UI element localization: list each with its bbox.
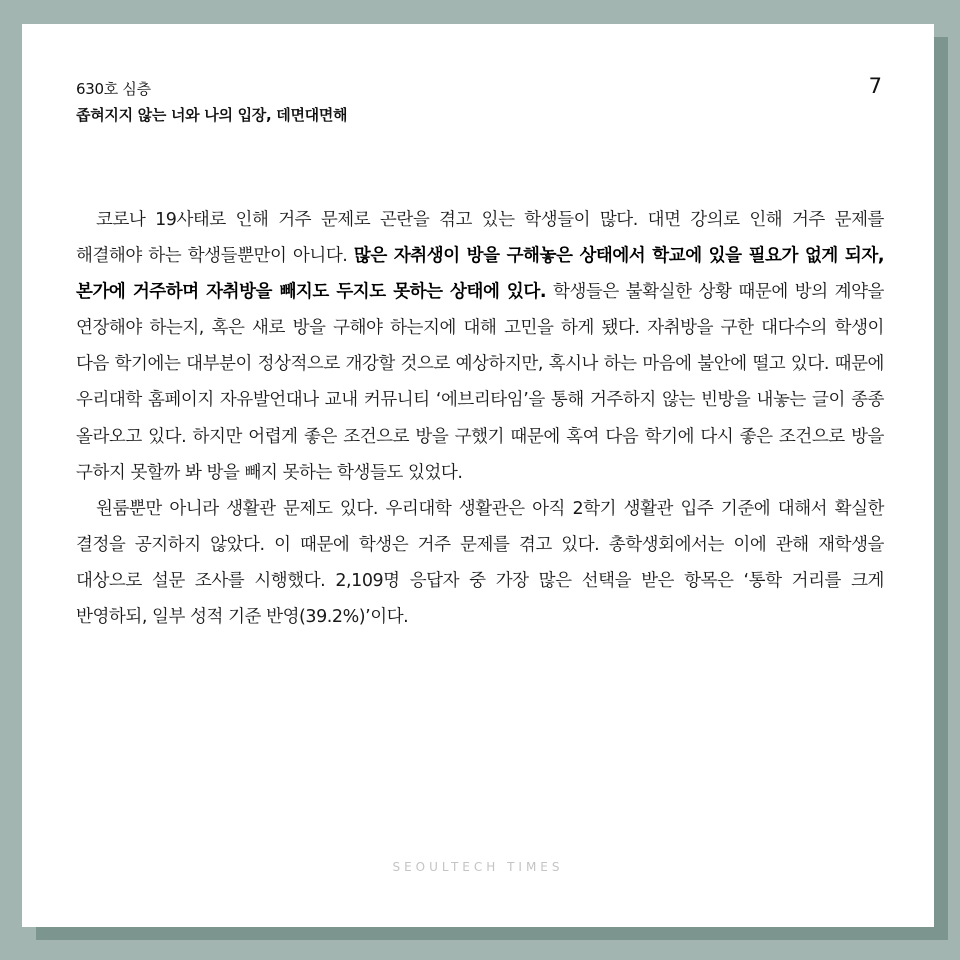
section-subtitle: 좁혀지지 않는 너와 나의 입장, 데면대면해 [76,106,348,124]
document-page [22,24,934,927]
paragraph-2: 원룸뿐만 아니라 생활관 문제도 있다. 우리대학 생활관은 아직 2학기 생활관 입주 기준에 대해서 확실한 결정을 공지하지 않았다. 이 때문에 학생은 거주 문제를 겪고 있다. 총학생회에서는 이에 관해 재학생을 대상으로 설문 조사를 시행했다. 2,109명 응답자 중 가장 많은 선택을 받은 항목은 ‘통학 거리를 크게 반영하되, 일부 성적 기준 반영(39.2%)’이다. [76,498,884,628]
paragraph-1-emphasis: 많은 자취생이 방을 구해놓은 상태에서 학교에 있을 필요가 없게 되자, 본가에 거주하며 자취방을 빼지도 두지도 못하는 상태에 있다. [76,246,885,303]
paragraph-1-intro: 코로나 19사태로 인해 거주 문제로 곤란을 겪고 있는 학생들이 많다. 대면 강의로 인해 거주 문제를 해결해야 하는 학생들뿐만이 아니다. [76,210,884,267]
page-number: 7 [868,74,882,98]
footer-brand: SEOULTECH TIMES [392,860,564,874]
issue-label: 630호 심층 [76,80,151,98]
article-body [76,202,884,635]
paragraph-1-rest: 학생들은 불확실한 상황 때문에 방의 계약을 연장해야 하는지, 혹은 새로 방을 구해야 하는지에 대해 고민을 하게 됐다. 자취방을 구한 대다수의 학생이 다음 학기에는 대부분이 정상적으로 개강할 것으로 예상하지만, 혹시나 하는 마음에 불안에 떨고 있다. 때문에 우리대학 홈페이지 자유발언대나 교내 커뮤니티 ‘에브리타임’을 통해 거주하지 않는 빈방을 내놓는 글이 종종 올라오고 있다. 하지만 어렵게 좋은 조건으로 방을 구했기 때문에 혹여 다음 학기에 다시 좋은 조건으로 방을 구하지 못할까 봐 방을 빼지 못하는 학생들도 있었다. [76,282,884,483]
paragraph-1 [76,202,884,491]
